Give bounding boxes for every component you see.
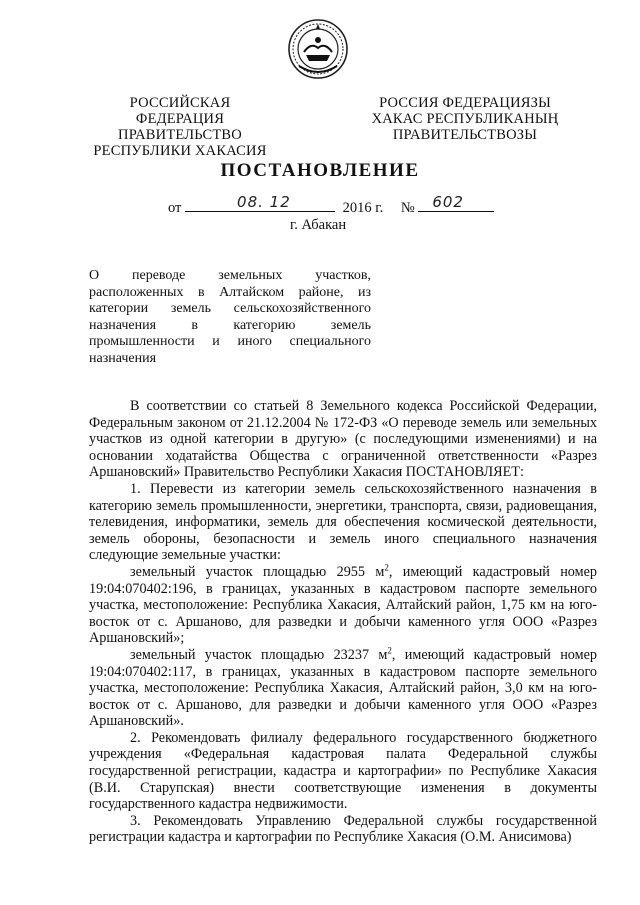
item-3-paragraph: 3. Рекомендовать Управлению Федеральной службы государственной регистрации кадастра и картографии по Республике Хакасия (О.М. Анисимова) xyxy=(89,812,597,846)
subject-line: промышленности и иного специального xyxy=(89,334,371,349)
document-title: ПОСТАНОВЛЕНИЕ xyxy=(220,160,420,181)
subject-line: назначения xyxy=(89,350,157,366)
subject-block xyxy=(89,268,371,367)
plot-1-text-a: земельный участок площадью 2955 м xyxy=(130,563,385,580)
date-number-line xyxy=(168,193,494,217)
header-left-line: РЕСПУБЛИКИ ХАКАСИЯ xyxy=(93,143,267,159)
plot-1-text-b: , имеющий кадастровый номер 19:04:070402:196, в границах, указанных в кадастровом паспорте земельного участка, местоположение: Республика Хакасия, Алтайский район, 1,75 км на юго-восток от с. Аршаново, для разведки и добычи каменного угля ООО «Разрез Аршановский»; xyxy=(89,563,597,647)
item-1-paragraph: 1. Перевести из категории земель сельскохозяйственного назначения в категорию земель промышленности, энергетики, транспорта, связи, радиовещания, телевидения, информатики, земель для обеспечения космической деятельности, земель обороны, безопасности и земель иного специального назначения следующие земельные участки: xyxy=(89,480,597,564)
plot-2-text-a: земельный участок площадью 23237 м xyxy=(130,646,388,663)
number-label: № xyxy=(400,200,415,216)
preamble-paragraph: В соответствии со статьей 8 Земельного кодекса Российской Федерации, Федеральным законом от 21.12.2004 № 172-ФЗ «О переводе земель или земельных участков из одной категории в другую» (с последующими изменениями) и на основании ходатайства Общества с ограниченной ответственности «Разрез Аршановский» Правительство Республики Хакасия ПОСТАНОВЛЯЕТ: xyxy=(89,398,597,481)
year-label: 2016 г. xyxy=(342,200,384,216)
subject-line: категории земель сельскохозяйственного xyxy=(89,301,371,316)
coat-of-arms-icon xyxy=(287,18,349,80)
item-2-paragraph: 2. Рекомендовать филиалу федерального государственного бюджетного учреждения «Федеральная кадастровая палата Федеральной службы государственной регистрации, кадастра и картографии» по Республике Хакасия (В.И. Старупская) внести соответствующие изменения в документы государственного кадастра недвижимости. xyxy=(89,729,597,813)
subject-line: назначения в категорию земель xyxy=(89,317,371,333)
plot-1-paragraph xyxy=(89,564,597,647)
number-handwritten: 602 xyxy=(432,193,464,211)
header-right-line: РОССИЯ ФЕДЕРАЦИЯЗЫ xyxy=(379,95,551,111)
city-label: г. Абакан xyxy=(290,217,347,233)
header-right-line: ПРАВИТЕЛЬСТВОЗЫ xyxy=(392,127,538,143)
subject-line: О переводе земельных участков, xyxy=(89,268,371,283)
number-field xyxy=(418,193,494,212)
unit-superscript: 2 xyxy=(387,645,392,656)
date-from-label: от xyxy=(168,200,182,216)
subject-line: расположенных в Алтайском районе, из xyxy=(89,284,371,300)
date-handwritten: 08. 12 xyxy=(237,193,291,211)
header-right-line: ХАКАС РЕСПУБЛИКАНЫҢ xyxy=(371,111,559,127)
date-field xyxy=(185,193,335,212)
header-right-block xyxy=(370,95,560,143)
unit-superscript: 2 xyxy=(384,562,389,573)
plot-2-paragraph xyxy=(89,647,597,730)
header-left-line: ПРАВИТЕЛЬСТВО xyxy=(118,127,242,143)
header-left-line: РОССИЙСКАЯ ФЕДЕРАЦИЯ xyxy=(129,95,231,127)
header-left-block xyxy=(85,95,275,159)
plot-2-text-b: , имеющий кадастровый номер 19:04:070402:117, в границах, указанных в кадастровом паспорте земельного участка, местоположение: Республика Хакасия, Алтайский район, 3,0 км на юго-восток от с. Аршаново, для разведки и добычи каменного угля ООО «Разрез Аршановский». xyxy=(89,646,597,730)
document-body xyxy=(89,398,597,846)
